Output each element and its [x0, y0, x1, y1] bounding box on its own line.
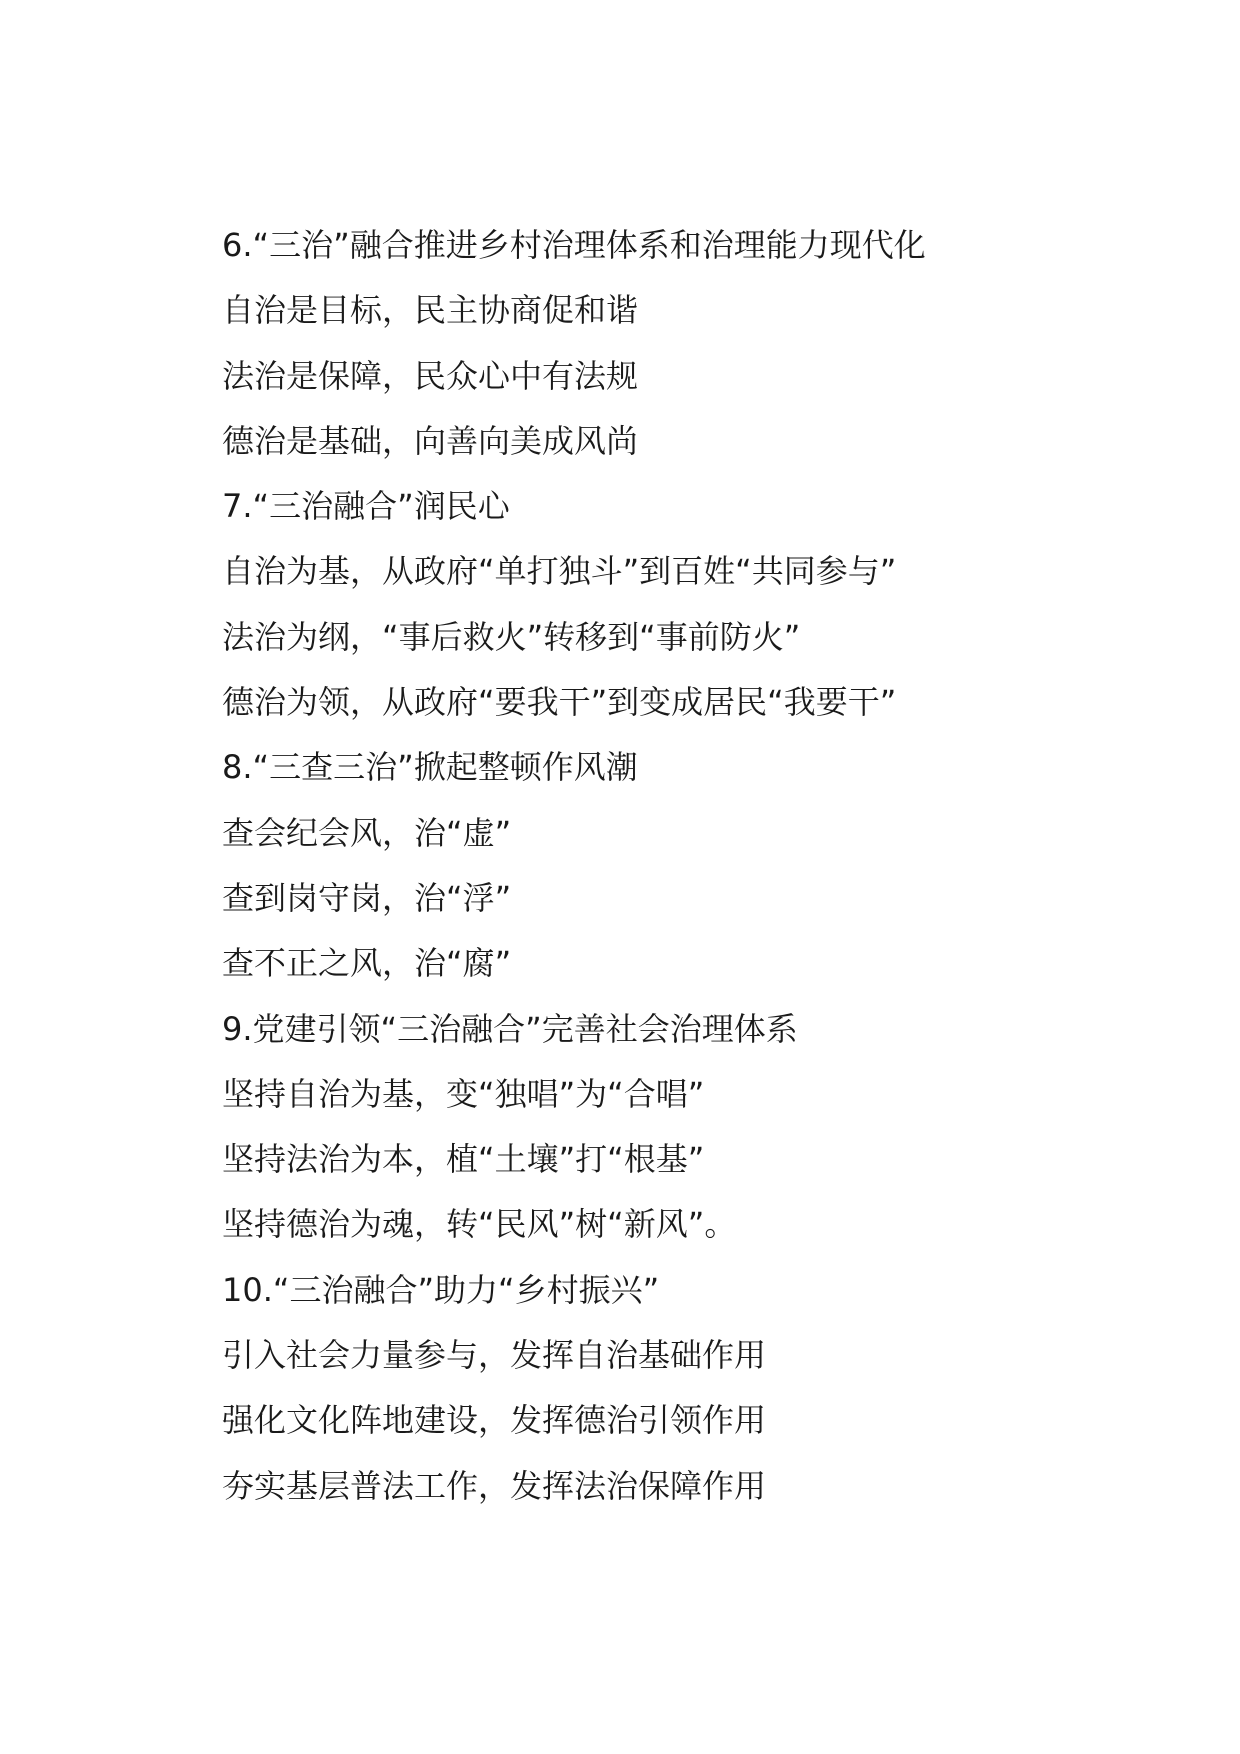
heading-8: 8.“三查三治”掀起整顿作风潮	[222, 748, 638, 787]
text-line: 坚持法治为本，植“土壤”打“根基”	[222, 1140, 705, 1179]
text-line: 坚持自治为基，变“独唱”为“合唱”	[222, 1074, 705, 1113]
heading-7: 7.“三治融合”润民心	[222, 487, 510, 526]
text-line: 引入社会力量参与，发挥自治基础作用	[222, 1336, 767, 1375]
text-line: 自治是目标，民主协商促和谐	[222, 291, 639, 330]
text-line: 查到岗守岗，治“浮”	[222, 878, 512, 917]
text-line: 查会纪会风，治“虚”	[222, 813, 512, 852]
text-line: 自治为基，从政府“单打独斗”到百姓“共同参与”	[222, 552, 897, 591]
text-line: 法治是保障，民众心中有法规	[222, 356, 639, 395]
heading-9: 9.党建引领“三治融合”完善社会治理体系	[222, 1009, 798, 1048]
text-line: 德治是基础，向善向美成风尚	[222, 421, 639, 460]
heading-10: 10.“三治融合”助力“乡村振兴”	[222, 1270, 660, 1309]
heading-6: 6.“三治”融合推进乡村治理体系和治理能力现代化	[222, 226, 926, 264]
text-line: 查不正之风，治“腐”	[222, 944, 512, 983]
text-line: 德治为领，从政府“要我干”到变成居民“我要干”	[222, 683, 897, 722]
text-line: 法治为纲，“事后救火”转移到“事前防火”	[222, 617, 801, 656]
text-line: 坚持德治为魂，转“民风”树“新风”。	[222, 1205, 737, 1244]
text-line: 强化文化阵地建设，发挥德治引领作用	[222, 1401, 767, 1440]
text-line: 夯实基层普法工作，发挥法治保障作用	[222, 1466, 767, 1505]
document-body	[222, 213, 1122, 1519]
